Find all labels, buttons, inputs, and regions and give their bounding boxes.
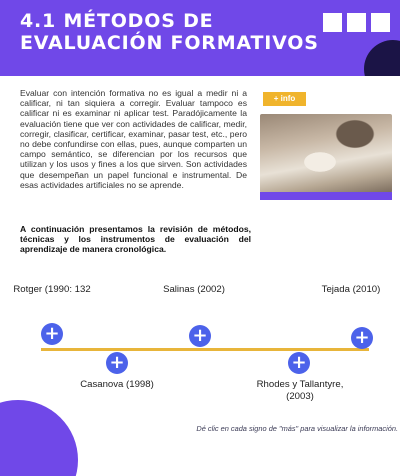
timeline-label-tejada: Tejada (2010) — [321, 284, 381, 295]
timeline-label-rotger: Rotger (1990: 132 — [13, 284, 91, 295]
students-writing-photo — [260, 114, 392, 193]
lead-paragraph: A continuación presentamos la revisión de métodos, técnicas y los instrumentos de evaluación del aprendizaje de manera cronológica. — [20, 224, 251, 255]
header-banner — [0, 0, 400, 76]
decorative-circle — [0, 400, 78, 476]
photo-accent-bar — [260, 192, 392, 200]
timeline-label-casanova: Casanova (1998) — [80, 379, 154, 390]
timeline-plus-button-rhodes[interactable]: + — [288, 352, 310, 374]
timeline-plus-button-rotger[interactable]: + — [41, 323, 63, 345]
more-info-button[interactable]: + info — [263, 92, 306, 106]
timeline-plus-button-casanova[interactable]: + — [106, 352, 128, 374]
window-controls — [323, 13, 390, 32]
instruction-footnote: Dé clic en cada signo de "más" para visualizar la información. — [196, 424, 398, 433]
intro-paragraph: Evaluar con intención formativa no es igual a medir ni a calificar, ni tan siquiera a corregir. Evaluar tampoco es calificar ni es examinar ni aplicar test. Paradójicamente la evaluación tiene que ver con actividades de calificar, medir, corregir, clasificar, certificar, examinar, pasar test, etc., pero no debe confundirse con ellas, pues, aunque comparten un campo semántico, se diferencian por los recursos que utilizan y los usos y fines a los que sirven. Son actividades que desempeñan un papel funcional e instrumental. De esas actividades artificiales no se aprende. — [20, 88, 247, 190]
square-icon — [323, 13, 342, 32]
timeline-label-salinas: Salinas (2002) — [163, 284, 225, 295]
square-icon — [347, 13, 366, 32]
timeline-plus-button-tejada[interactable]: + — [351, 327, 373, 349]
timeline-label-rhodes: Rhodes y Tallantyre, (2003) — [256, 379, 344, 402]
page-title: 4.1 MÉTODOS DE EVALUACIÓN FORMATIVOS — [20, 10, 319, 54]
decorative-circle — [364, 40, 400, 76]
timeline-line — [41, 348, 369, 351]
square-icon — [371, 13, 390, 32]
timeline-plus-button-salinas[interactable]: + — [189, 325, 211, 347]
